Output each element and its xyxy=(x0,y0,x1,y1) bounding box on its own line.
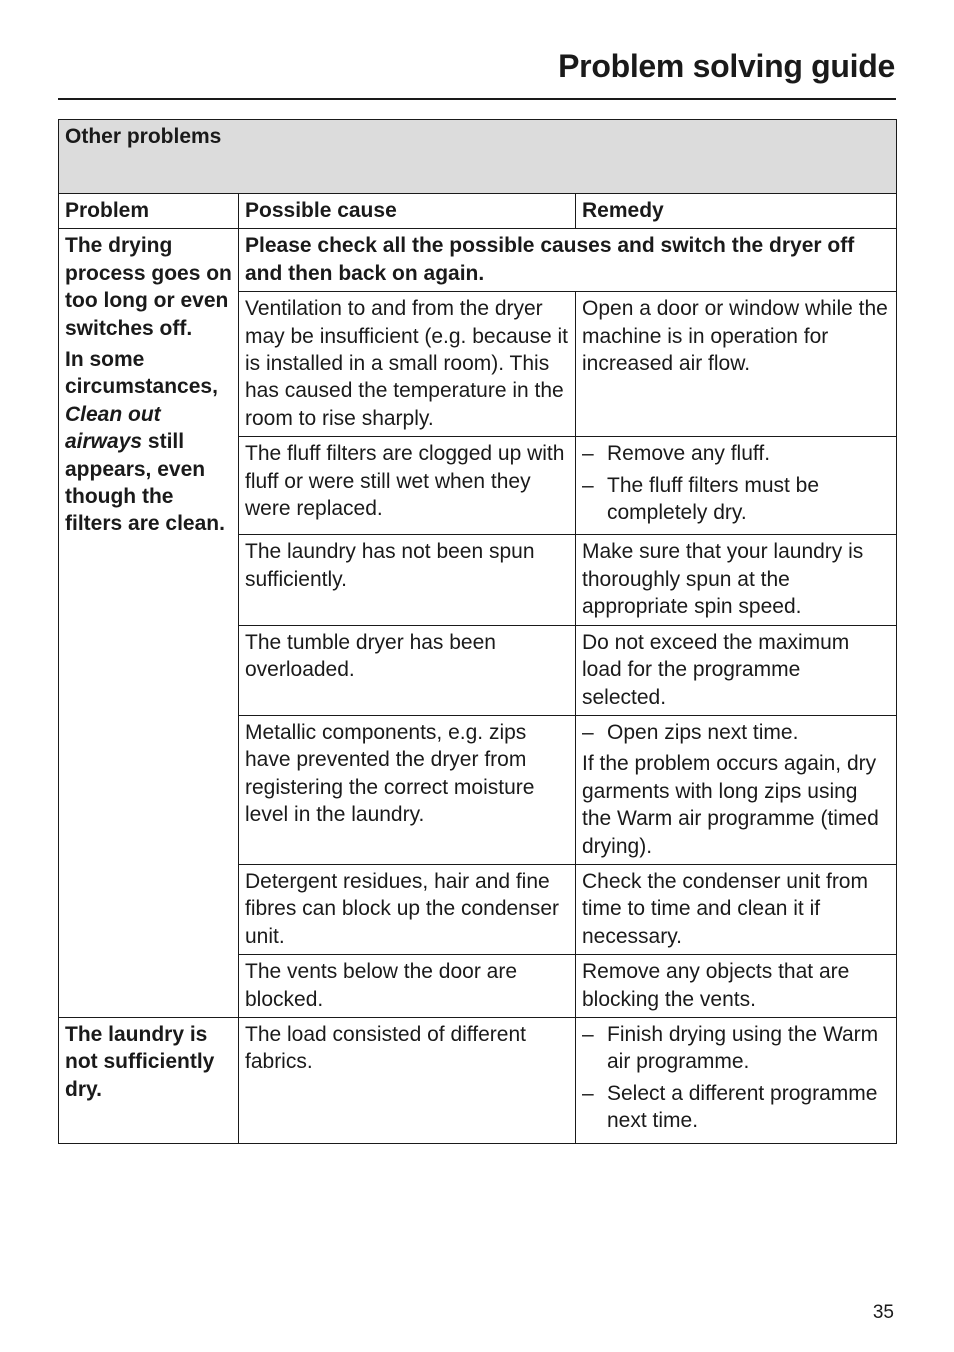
remedy-cell: Remove any objects that are blocking the vents. xyxy=(576,955,897,1018)
remedy-cell: Make sure that your laundry is thoroughly spun at the appropriate spin speed. xyxy=(576,535,897,625)
column-header-cause: Possible cause xyxy=(239,194,576,229)
cause-cell: Ventilation to and from the dryer may be insufficient (e.g. because it is installed in a small room). This has caused the temperature in the room to rise sharply. xyxy=(239,292,576,437)
list-item: – Select a different programme next time. xyxy=(582,1080,890,1135)
column-header-problem: Problem xyxy=(59,194,239,229)
page-number: 35 xyxy=(872,1302,894,1323)
remedy-cell: Do not exceed the maximum load for the programme selected. xyxy=(576,625,897,715)
cause-cell: The fluff filters are clogged up with fluff or were still wet when they were replaced. xyxy=(239,437,576,535)
cause-cell: The laundry has not been spun sufficiently. xyxy=(239,535,576,625)
display-message: Clean out airways xyxy=(65,402,161,454)
note-text: In some circumstances, xyxy=(65,348,218,399)
list-item: – Open zips next time. xyxy=(582,719,890,746)
cause-cell: Detergent residues, hair and fine fibres can block up the condenser unit. xyxy=(239,864,576,954)
remedy-cell xyxy=(576,715,897,864)
table-row xyxy=(59,1017,897,1143)
section-header-row xyxy=(59,120,897,194)
remedy-followup: If the problem occurs again, dry garments with long zips using the Warm air programme (timed drying). xyxy=(582,752,879,858)
remedy-list xyxy=(582,1021,890,1135)
problem-cell-drying-too-long xyxy=(59,229,239,1018)
column-header-remedy: Remedy xyxy=(576,194,897,229)
remedy-cell xyxy=(576,1017,897,1143)
problem-text: The drying process goes on too long or even switches off. xyxy=(65,234,232,340)
cause-cell: The tumble dryer has been overloaded. xyxy=(239,625,576,715)
remedy-cell: Check the condenser unit from time to time and clean it if necessary. xyxy=(576,864,897,954)
problem-table xyxy=(58,119,897,1144)
problem-cell-not-dry: The laundry is not sufficiently dry. xyxy=(59,1017,239,1143)
remedy-list xyxy=(582,440,890,526)
page-title: Problem solving guide xyxy=(558,48,895,84)
list-item: – Remove any fluff. xyxy=(582,440,890,467)
remedy-list xyxy=(582,719,890,746)
remedy-cell xyxy=(576,437,897,535)
problem-text-note xyxy=(65,346,232,538)
cause-cell: Metallic components, e.g. zips have prevented the dryer from registering the correct moisture level in the laundry. xyxy=(239,715,576,864)
title-divider xyxy=(58,98,896,100)
column-header-row xyxy=(59,194,897,229)
section-title: Other problems xyxy=(59,120,897,194)
list-item: – The fluff filters must be completely dry. xyxy=(582,472,890,527)
cause-cell: The vents below the door are blocked. xyxy=(239,955,576,1018)
cause-cell: The load consisted of different fabrics. xyxy=(239,1017,576,1143)
remedy-cell: Open a door or window while the machine is in operation for increased air flow. xyxy=(576,292,897,437)
note-text: still appears, even though the filters are clean. xyxy=(65,430,225,536)
list-item: – Finish drying using the Warm air programme. xyxy=(582,1021,890,1076)
table-row xyxy=(59,229,897,292)
check-notice: Please check all the possible causes and switch the dryer off and then back on again. xyxy=(239,229,897,292)
